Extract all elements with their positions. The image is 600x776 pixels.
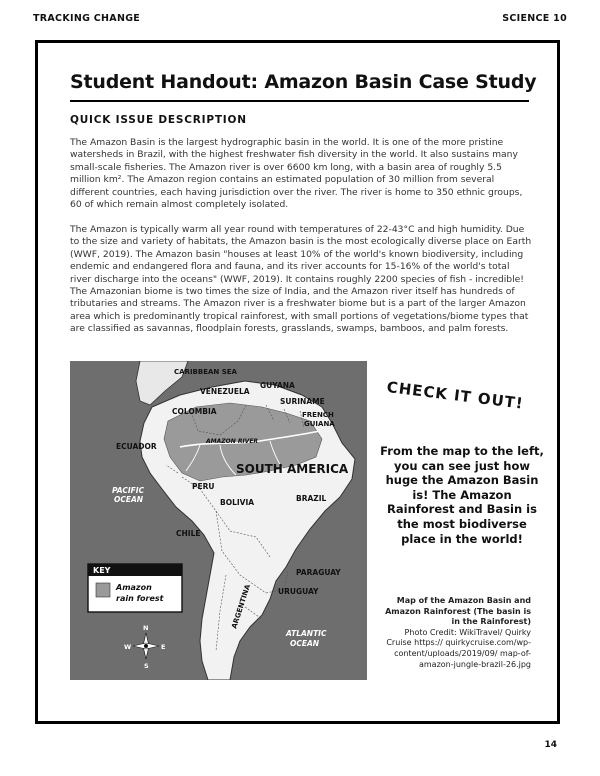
key-swatch (96, 583, 110, 597)
label-pacific: PACIFIC (112, 486, 145, 495)
label-french: FRENCH (302, 411, 334, 419)
paragraph-1: The Amazon Basin is the largest hydrographic basin in the world. It is one of the more pristine watersheds in Brazil, with the highest freshwater fish diversity in the world. It also sustains many small-scale fisheries. The Amazon river is over 6600 km long, with a basin area of roughly 5.5 million km². The Amazon region contains an estimated population of 30 million from several different countries, each having jurisdiction over the river. The river is home to 350 ethnic groups, 60 of which remain almost completely isolated. (70, 137, 523, 211)
title-divider (70, 100, 529, 102)
label-chile: CHILE (176, 529, 201, 538)
amazon-map (70, 361, 367, 680)
caption-title: Map of the Amazon Basin and Amazon Rainforest (The basin is in the Rainforest) (385, 596, 531, 627)
callout-text: From the map to the left, you can see just how huge the Amazon Basin is! The Amazon Rainforest and Basin is the most biodiverse place in the world! (380, 444, 544, 546)
label-atlantic: ATLANTIC (286, 629, 327, 638)
check-it-out-heading: CHECK IT OUT! (385, 378, 525, 413)
compass-e: E (161, 643, 166, 651)
key-title: KEY (93, 566, 111, 575)
key-item-line2: rain forest (116, 594, 164, 603)
compass-n: N (143, 624, 149, 632)
label-suriname: SURINAME (280, 397, 325, 406)
label-guiana: GUIANA (304, 420, 335, 428)
compass-w: W (124, 643, 132, 651)
label-bolivia: BOLIVIA (220, 498, 255, 507)
label-amazon-river: AMAZON RIVER (206, 438, 259, 445)
label-caribbean: CARIBBEAN SEA (174, 368, 237, 376)
header-left: TRACKING CHANGE (33, 13, 141, 24)
label-pacific-ocean: OCEAN (114, 495, 144, 504)
key-item-line1: Amazon (116, 583, 152, 592)
compass-s: S (144, 662, 149, 670)
label-brazil: BRAZIL (296, 494, 327, 503)
page-number: 14 (544, 740, 557, 750)
label-ecuador: ECUADOR (116, 442, 157, 451)
label-argentina: ARGENTINA (230, 583, 253, 630)
label-venezuela: VENEZUELA (200, 387, 250, 396)
label-south-america: SOUTH AMERICA (236, 462, 349, 476)
label-uruguay: URUGUAY (278, 587, 319, 596)
label-colombia: COLOMBIA (172, 407, 217, 416)
label-guyana: GUYANA (260, 381, 295, 390)
page-title: Student Handout: Amazon Basin Case Study (70, 71, 537, 93)
label-peru: PERU (192, 482, 215, 491)
label-atlantic-ocean: OCEAN (290, 639, 320, 648)
paragraph-2: The Amazon is typically warm all year round with temperatures of 22-43°C and high humidity. Due to the size and variety of habitats, the Amazon basin is the most ecologically diverse place on Earth (WWF, 2019). The Amazon basin "houses at least 10% of the world's known biodiversity, including endemic and endangered flora and fauna, and its river accounts for 15-16% of the world's total river discharge into the oceans" (WWF, 2019). It contains roughly 2200 species of fish - incredible! The Amazonian biome is two times the size of India, and the Amazon river itself has hundreds of tributaries and streams. The Amazon river is a freshwater biome but is a part of the larger Amazon area which is predominantly tropical rainforest, with small portions of vegetations/biome types that are classified as savannas, floodplain forests, grasslands, swamps, bamboos, and palm forests. (70, 224, 532, 335)
map-key (88, 564, 182, 612)
caption-credit: Photo Credit: WikiTravel/ Quirky Cruise https:// quirkycruise.com/wp-content/uploads/2019/09/ map-of-amazon-jungle-brazil-26.jpg (386, 627, 531, 669)
header-right: SCIENCE 10 (502, 13, 567, 24)
section-heading: QUICK ISSUE DESCRIPTION (70, 114, 247, 126)
map-caption (378, 596, 531, 670)
label-paraguay: PARAGUAY (296, 568, 341, 577)
